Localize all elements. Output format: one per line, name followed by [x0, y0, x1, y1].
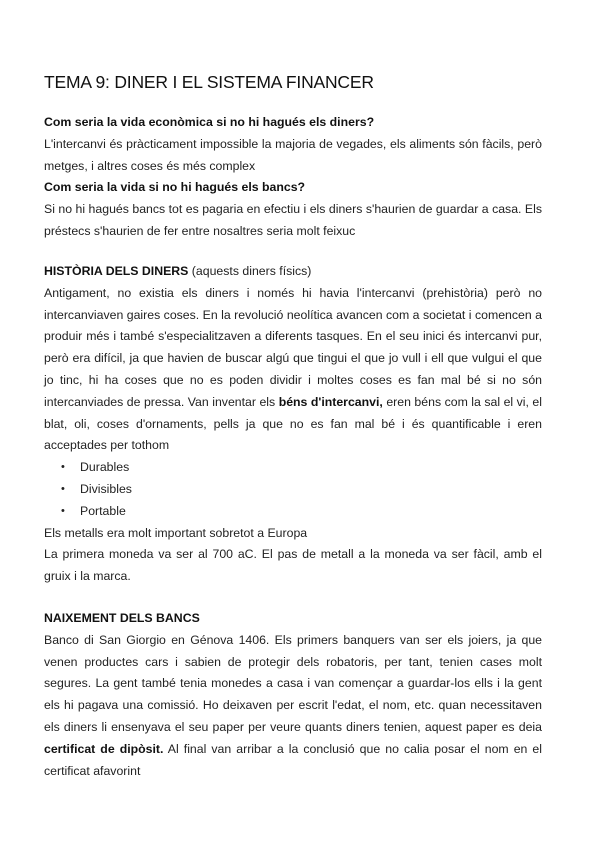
intro-section [44, 112, 542, 243]
list-item: • Durables [44, 457, 542, 479]
banks-paragraph [44, 630, 542, 783]
banks-bold-term: certificat de dipòsit. [44, 741, 164, 756]
banks-heading: NAIXEMENT DELS BANCS [44, 611, 200, 625]
history-heading-note: (aquests diners físics) [188, 264, 312, 278]
history-text-1: Antigament, no existia els diners i només hi havia l'intercanvi (prehistòria) però no intercanviaven gaires coses. En la revolució neolítica avancen com a societat i comencen a produir més i també s'especialitzaven a diferents tasques. En el seu inici és intercanvi pur, però era difícil, ja que havien de buscar algú que tingui el que jo vull i ell que vulgui el que jo tinc, hi ha coses que no es poden dividir i moltes coses es fan mal bé si no són intercanviades de pressa. Van inventar els [44, 285, 542, 409]
history-paragraph [44, 283, 542, 457]
history-section [44, 261, 542, 588]
history-heading: HISTÒRIA DELS DINERS [44, 264, 189, 278]
list-item: • Portable [44, 501, 542, 523]
history-text-2: eren béns com la sal el vi, el blat, oli, coses d'ornaments, pells ja que no es fan mal bé i és quantificable i eren acceptades per tothom [44, 394, 542, 453]
properties-list [44, 457, 542, 522]
question-banks: Com seria la vida si no hi hagués els bancs? [44, 180, 306, 195]
history-heading-line [44, 261, 542, 283]
banks-section [44, 608, 542, 782]
banks-text-1: Banco di San Giorgio en Génova 1406. Els primers banquers van ser els joiers, ja que venen productes cars i sabien de protegir dels robatoris, per tant, tenien cases molt segures. La gent també tenia monedes a casa i van començar a guardar-los ells i la gent els hi pagava una comissió. Ho deixaven per escrit l'edat, el nom, etc. quan necessitaven els diners li ensenyava el seu paper per veure quants diners tenien, aquest paper es deia [44, 632, 542, 734]
list-item: • Divisibles [44, 479, 542, 501]
metals-paragraph: Els metalls era molt important sobretot a Europa [44, 525, 308, 540]
question-economic-life: Com seria la vida econòmica si no hi hagués els diners? [44, 115, 375, 129]
first-coin-paragraph: La primera moneda va ser al 700 aC. El pas de metall a la moneda va ser fàcil, amb el gruix i la marca. [44, 547, 542, 584]
page-title: TEMA 9: DINER I EL SISTEMA FINANCER [44, 72, 374, 92]
answer-banks: Si no hi hagués bancs tot es pagaria en efectiu i els diners s'haurien de guardar a casa. Els préstecs s'haurien de fer entre nosaltres seria molt feixuc [44, 202, 542, 238]
answer-economic-life: L'intercanvi és pràcticament impossible la majoria de vegades, els aliments són fàcils, però metges, i altres coses és més complex [44, 136, 542, 173]
history-bold-term: béns d'intercanvi, [278, 394, 383, 409]
banks-text-2: Al final van arribar a la conclusió que no calia posar el nom en el certificat afavorint [44, 741, 542, 778]
